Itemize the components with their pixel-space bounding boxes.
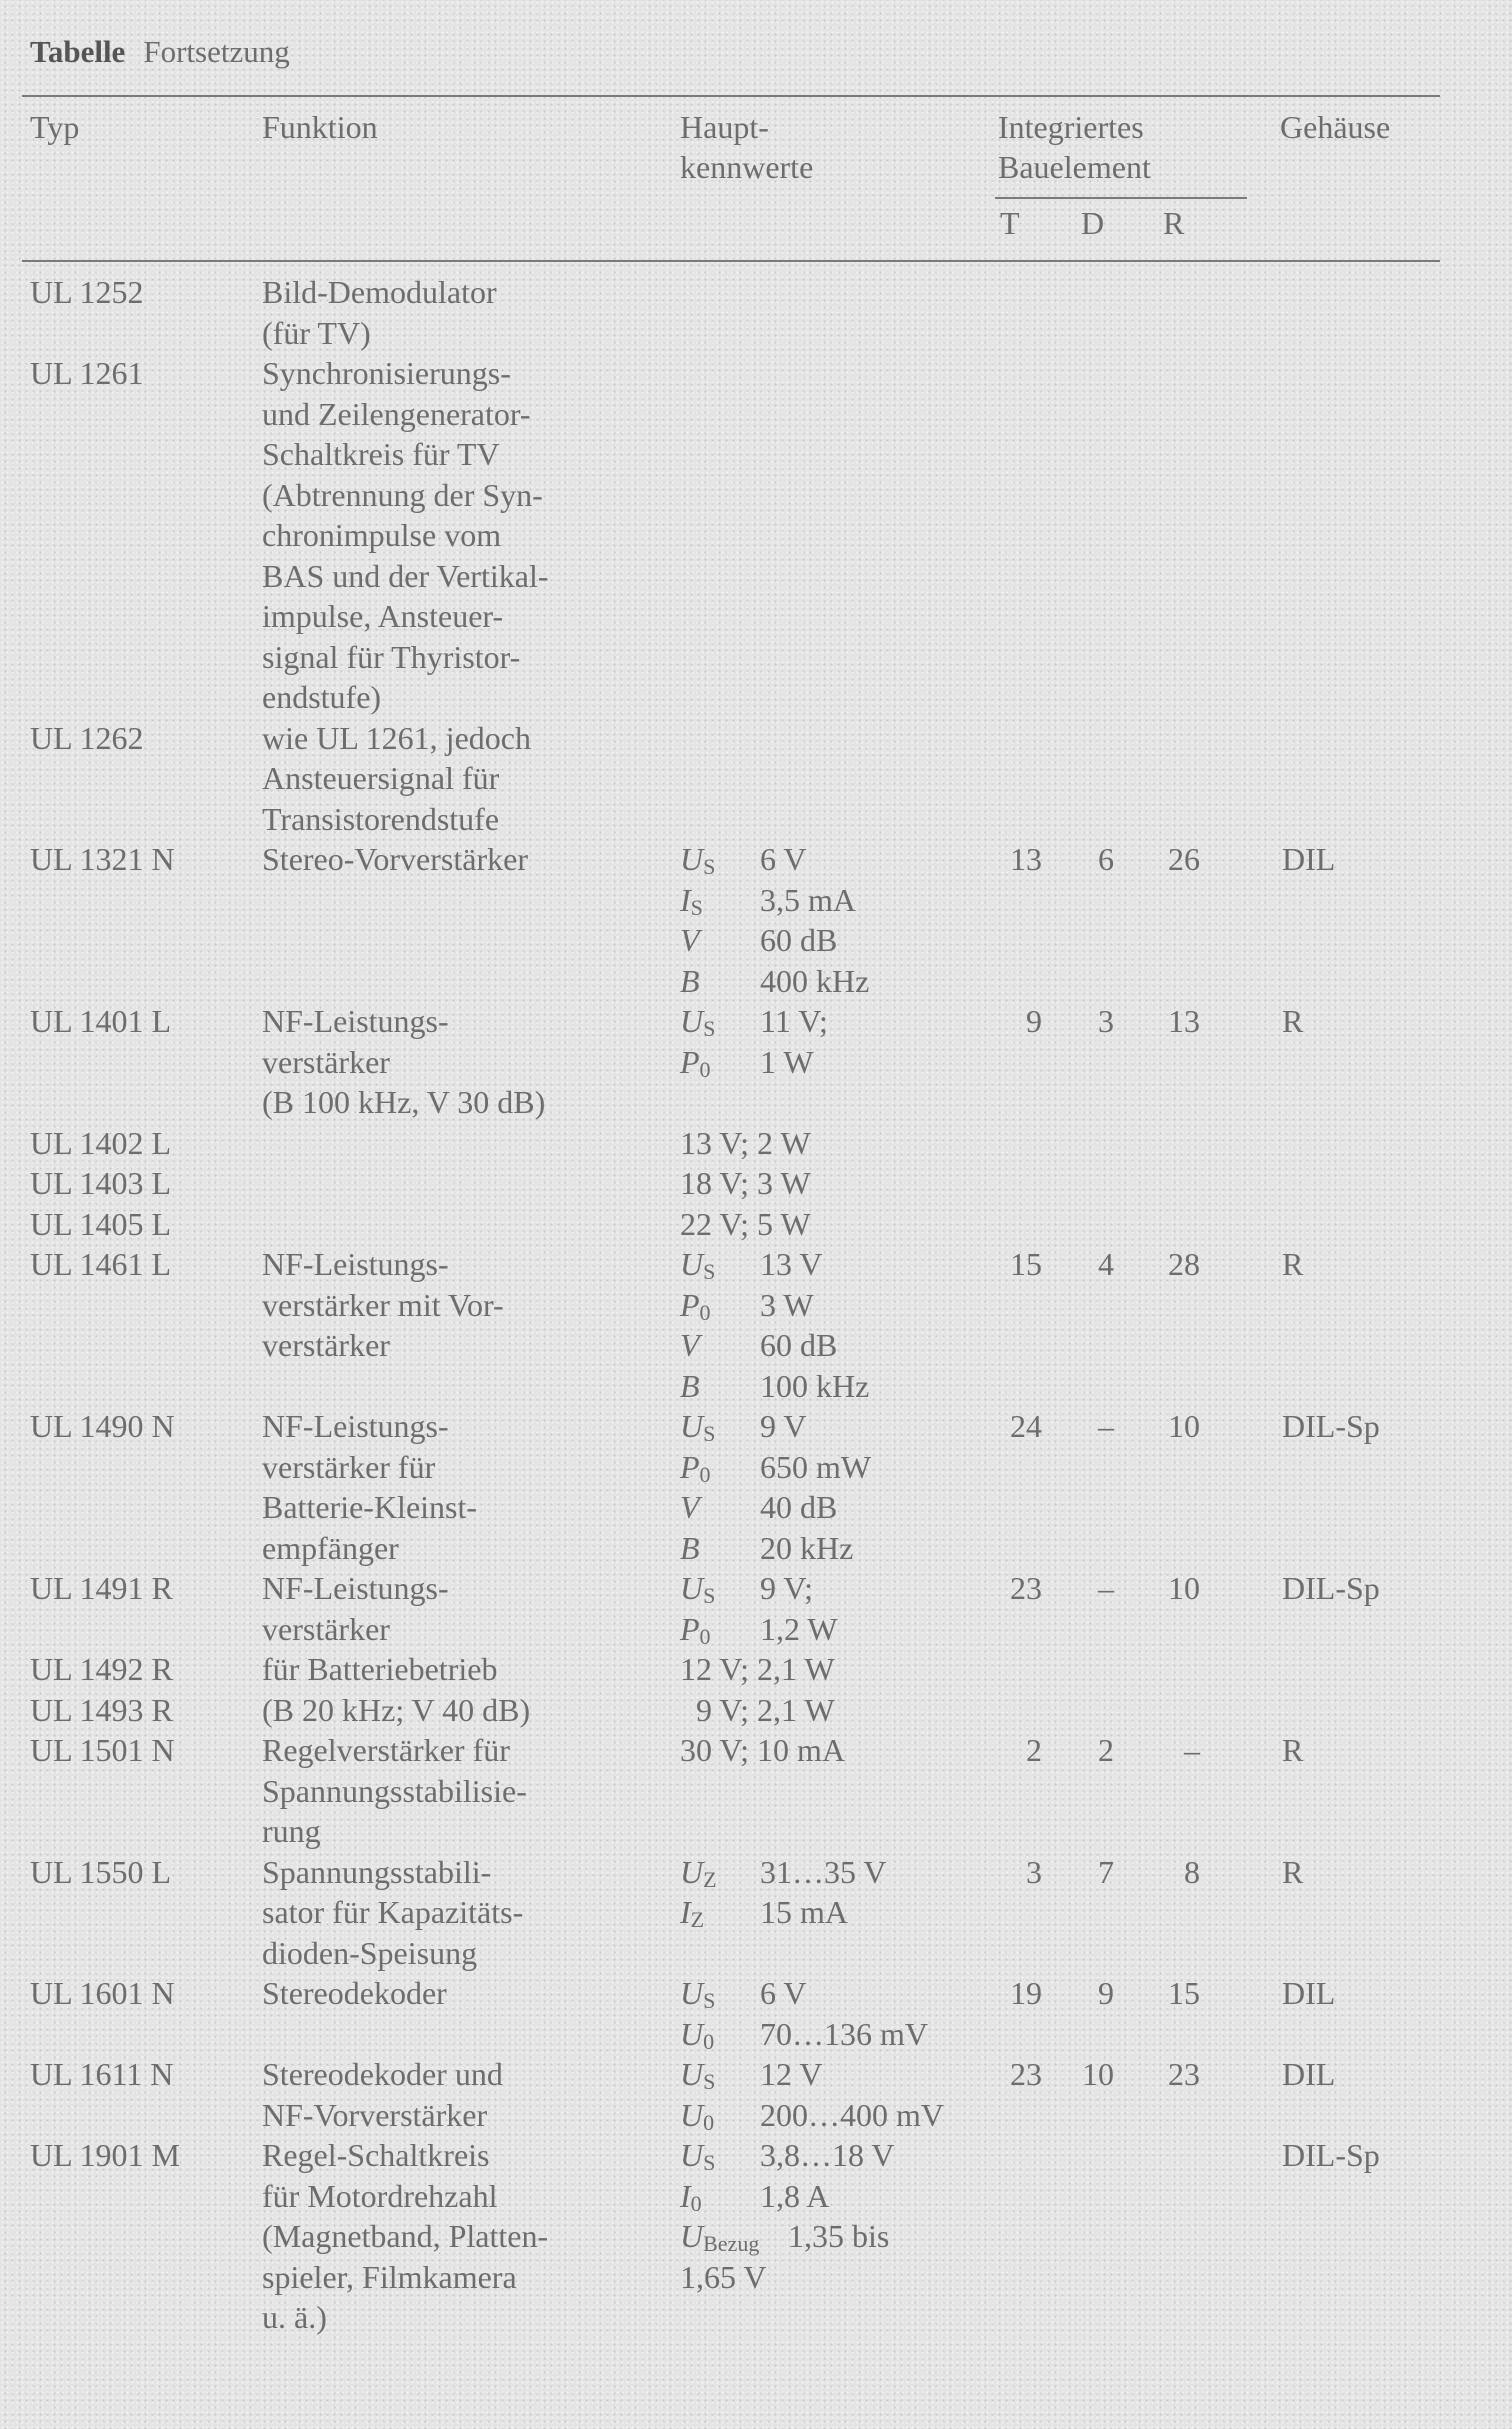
kennwert-value: 400 kHz — [760, 962, 870, 999]
row-d: 7 — [1098, 1853, 1114, 1890]
row-r: – — [1184, 1732, 1200, 1768]
header-gehaeuse: Gehäuse — [1280, 109, 1391, 145]
kennwert-symbol-base: U — [680, 2218, 704, 2254]
row-funktion-line: Ansteuersignal für — [262, 760, 500, 796]
table-caption — [30, 34, 290, 70]
row-kennwert — [680, 1892, 848, 1941]
kennwert-value: 3 W — [760, 1286, 814, 1323]
row-t: 23 — [1010, 1570, 1042, 1606]
kennwert-symbol — [680, 961, 760, 1002]
row-d: 6 — [1098, 841, 1114, 877]
row-funktion-line: Synchronisierungs- — [262, 355, 511, 391]
kennwert-value: 60 dB — [760, 922, 838, 958]
row-gehaeuse: DIL-Sp — [1282, 1408, 1380, 1444]
row-t: 13 — [1010, 841, 1042, 877]
header-integriertes-line2: Bauelement — [998, 149, 1151, 185]
row-funktion-line: für Motordrehzahl — [262, 2177, 498, 2214]
row-t: 23 — [1010, 2056, 1042, 2092]
kennwert-symbol-index: 0 — [699, 1056, 711, 1082]
kennwert-symbol-base: U — [680, 841, 704, 877]
kennwert-symbol-base: V — [680, 922, 700, 958]
row-funktion-line: endstufe) — [262, 679, 382, 715]
row-kennwert — [680, 1042, 814, 1091]
row-funktion-line: verstärker — [262, 1327, 390, 1363]
kennwert-symbol-base: B — [680, 1367, 700, 1404]
row-typ: UL 1601 N — [30, 1975, 175, 2011]
kennwert-value: 13 V — [760, 1246, 823, 1282]
kennwert-symbol — [680, 1487, 760, 1528]
kennwert-symbol — [680, 920, 760, 961]
row-kennwert — [680, 1325, 837, 1366]
kennwert-symbol-base: B — [680, 1529, 700, 1566]
row-funktion-line: spieler, Filmkamera — [262, 2258, 517, 2295]
kennwert-symbol — [680, 1892, 760, 1941]
kennwert-value: 15 mA — [760, 1894, 848, 1930]
row-typ: UL 1901 M — [30, 2137, 180, 2173]
row-r: 15 — [1168, 1975, 1200, 2011]
kennwert-value: 3,8…18 V — [760, 2137, 895, 2173]
row-typ: UL 1501 N — [30, 1732, 175, 1768]
kennwert-symbol-base: V — [680, 1327, 700, 1363]
row-gehaeuse: DIL — [1282, 2056, 1336, 2092]
kennwert-symbol-index: 0 — [690, 2190, 702, 2216]
row-funktion-line: NF-Vorverstärker — [262, 2096, 488, 2133]
kennwert-value: 20 kHz — [760, 1529, 854, 1566]
row-funktion-line: (B 20 kHz; V 40 dB) — [262, 1691, 531, 1728]
kennwert-symbol-index: S — [690, 894, 703, 920]
kennwert-symbol-index: 0 — [699, 1461, 711, 1487]
kennwert-value: 12 V; 2,1 W — [680, 1651, 835, 1687]
kennwert-symbol-base: P — [680, 1043, 700, 1080]
row-kennwert — [680, 1123, 811, 1164]
row-funktion-line: NF-Leistungs- — [262, 1003, 449, 1039]
kennwert-value: 12 V — [760, 2056, 823, 2092]
row-r: 26 — [1168, 841, 1200, 877]
row-funktion-line: NF-Leistungs- — [262, 1570, 449, 1606]
row-d: 3 — [1098, 1003, 1114, 1039]
row-funktion-line: NF-Leistungs- — [262, 1408, 449, 1444]
kennwert-value: 1,2 W — [760, 1610, 838, 1647]
row-gehaeuse: DIL — [1282, 1975, 1336, 2011]
kennwert-symbol-base: U — [680, 1570, 704, 1606]
row-kennwert — [680, 1528, 853, 1569]
row-funktion-line: Spannungsstabili- — [262, 1853, 492, 1890]
caption-text: Fortsetzung — [143, 34, 290, 69]
kennwert-symbol — [680, 1528, 760, 1569]
header-integriertes-bauelement — [998, 107, 1151, 187]
header-subrule — [995, 197, 1247, 199]
row-funktion-line: verstärker mit Vor- — [262, 1286, 504, 1323]
kennwert-value: 1,35 bis — [788, 2218, 890, 2254]
header-r: R — [1163, 205, 1185, 241]
row-funktion-line: Stereodekoder — [262, 1975, 447, 2011]
kennwert-value: 1,8 A — [760, 2177, 830, 2214]
row-gehaeuse: DIL — [1282, 841, 1336, 877]
row-typ: UL 1490 N — [30, 1408, 175, 1444]
row-funktion-line: dioden-Speisung — [262, 1934, 478, 1971]
kennwert-value: 200…400 mV — [760, 2096, 944, 2133]
row-funktion-line: Spannungsstabilisie- — [262, 1772, 527, 1809]
row-d: 9 — [1098, 1975, 1114, 2011]
row-kennwert — [680, 920, 837, 961]
row-funktion-line: Bild-Demodulator — [262, 274, 497, 310]
kennwert-symbol-index: S — [703, 2150, 716, 2175]
top-rule — [22, 95, 1440, 97]
kennwert-symbol-base: U — [680, 1975, 704, 2011]
row-funktion-line: Schaltkreis für TV — [262, 436, 500, 472]
kennwert-symbol-index: S — [703, 1988, 716, 2013]
kennwert-symbol-index: 0 — [703, 2109, 715, 2135]
row-funktion-line: Stereo-Vorverstärker — [262, 841, 528, 877]
row-t: 15 — [1010, 1246, 1042, 1282]
header-hauptkennwerte-line2: kennwerte — [680, 149, 814, 185]
row-kennwert — [680, 1366, 869, 1407]
row-t: 3 — [1026, 1853, 1042, 1890]
header-funktion: Funktion — [262, 109, 378, 145]
row-typ: UL 1405 L — [30, 1205, 172, 1242]
row-r: 23 — [1168, 2056, 1200, 2092]
kennwert-symbol-base: U — [680, 1246, 704, 1282]
row-funktion-line: Batterie-Kleinst- — [262, 1489, 478, 1525]
row-funktion-line: Regel-Schaltkreis — [262, 2137, 490, 2173]
row-gehaeuse: R — [1282, 1732, 1304, 1768]
kennwert-value: 1 W — [760, 1043, 814, 1080]
row-typ: UL 1493 R — [30, 1691, 173, 1728]
row-gehaeuse: DIL-Sp — [1282, 2137, 1380, 2173]
row-r: 13 — [1168, 1003, 1200, 1039]
row-r: 10 — [1168, 1570, 1200, 1606]
kennwert-symbol-index: S — [703, 1259, 716, 1284]
row-gehaeuse: R — [1282, 1246, 1304, 1282]
kennwert-value: 31…35 V — [760, 1853, 887, 1890]
kennwert-value: 30 V; 10 mA — [680, 1732, 846, 1768]
row-funktion-line: für Batteriebetrieb — [262, 1651, 498, 1687]
row-funktion-line: u. ä.) — [262, 2299, 327, 2335]
kennwert-symbol-base: I — [680, 1894, 691, 1930]
row-funktion-line: (Magnetband, Platten- — [262, 2218, 549, 2254]
kennwert-value: 6 V — [760, 1975, 807, 2011]
kennwert-symbol — [680, 1325, 760, 1366]
row-typ: UL 1402 L — [30, 1124, 172, 1161]
row-typ: UL 1261 — [30, 355, 144, 391]
row-typ: UL 1550 L — [30, 1853, 172, 1890]
row-funktion-line: NF-Leistungs- — [262, 1246, 449, 1282]
kennwert-symbol — [680, 1366, 760, 1407]
kennwert-symbol-index: S — [703, 2069, 716, 2094]
row-funktion-line: BAS und der Vertikal- — [262, 557, 549, 594]
row-typ: UL 1491 R — [30, 1570, 173, 1606]
header-hauptkennwerte — [680, 107, 813, 187]
kennwert-symbol-index: Z — [703, 1866, 717, 1892]
kennwert-symbol-base: P — [680, 1610, 700, 1647]
kennwert-value: 100 kHz — [760, 1367, 870, 1404]
row-t: 2 — [1026, 1732, 1042, 1768]
header-t: T — [1000, 205, 1020, 241]
row-kennwert — [680, 1649, 835, 1690]
row-t: 24 — [1010, 1408, 1042, 1444]
kennwert-symbol — [680, 1042, 760, 1091]
kennwert-value: 3,5 mA — [760, 881, 856, 918]
kennwert-symbol-base: U — [680, 2015, 704, 2052]
row-funktion-line: (B 100 kHz, V 30 dB) — [262, 1084, 546, 1120]
kennwert-value: 6 V — [760, 841, 807, 877]
row-funktion-line: empfänger — [262, 1529, 399, 1566]
kennwert-symbol-index: 0 — [699, 1299, 711, 1325]
row-r: 10 — [1168, 1408, 1200, 1444]
kennwert-symbol-base: P — [680, 1448, 700, 1485]
kennwert-value: 11 V; — [760, 1003, 828, 1039]
kennwert-symbol-index: S — [703, 1421, 716, 1446]
row-kennwert — [680, 1690, 835, 1731]
kennwert-symbol-base: U — [680, 2096, 704, 2133]
kennwert-value: 9 V; — [760, 1570, 814, 1606]
row-gehaeuse: R — [1282, 1003, 1304, 1039]
row-funktion-line: (Abtrennung der Syn- — [262, 476, 543, 513]
row-funktion-line: verstärker — [262, 1043, 390, 1080]
row-typ: UL 1262 — [30, 719, 144, 756]
kennwert-value: 70…136 mV — [760, 2015, 928, 2052]
kennwert-symbol-base: B — [680, 962, 700, 999]
row-d: – — [1098, 1408, 1114, 1444]
row-funktion-line: sator für Kapazitäts- — [262, 1894, 524, 1930]
row-kennwert — [680, 1730, 845, 1771]
kennwert-symbol-index: S — [703, 1583, 716, 1608]
kennwert-value: 9 V — [760, 1408, 807, 1444]
row-typ: UL 1252 — [30, 274, 144, 310]
kennwert-symbol-base: U — [680, 1408, 704, 1444]
kennwert-value: 22 V; 5 W — [680, 1205, 811, 1242]
row-gehaeuse: DIL-Sp — [1282, 1570, 1380, 1606]
header-bottom-rule — [22, 260, 1440, 262]
row-kennwert — [680, 961, 869, 1002]
caption-label: Tabelle — [30, 34, 126, 69]
kennwert-symbol-base: U — [680, 1003, 704, 1039]
row-kennwert — [680, 1487, 837, 1528]
row-r: 28 — [1168, 1246, 1200, 1282]
row-t: 19 — [1010, 1975, 1042, 2011]
kennwert-symbol-base: U — [680, 2137, 704, 2173]
row-funktion-line: und Zeilengenerator- — [262, 395, 531, 432]
row-typ: UL 1461 L — [30, 1246, 172, 1282]
kennwert-symbol-index: 0 — [699, 1623, 711, 1649]
row-funktion-line: impulse, Ansteuer- — [262, 598, 504, 634]
row-kennwert — [680, 1163, 811, 1204]
kennwert-symbol-base: V — [680, 1489, 700, 1525]
row-gehaeuse: R — [1282, 1853, 1304, 1890]
row-typ: UL 1611 N — [30, 2056, 174, 2092]
kennwert-value: 1,65 V — [680, 2258, 767, 2295]
header-typ: Typ — [30, 109, 80, 145]
kennwert-symbol-base: P — [680, 1286, 700, 1323]
row-funktion-line: Stereodekoder und — [262, 2056, 503, 2092]
header-hauptkennwerte-line1: Haupt- — [680, 109, 769, 145]
row-funktion-line: verstärker — [262, 1610, 390, 1647]
row-d: 2 — [1098, 1732, 1114, 1768]
row-typ: UL 1403 L — [30, 1165, 172, 1201]
row-d: 4 — [1098, 1246, 1114, 1282]
row-d: – — [1098, 1570, 1114, 1606]
row-funktion-line: verstärker für — [262, 1448, 436, 1485]
kennwert-symbol-base: U — [680, 2056, 704, 2092]
kennwert-value: 650 mW — [760, 1448, 872, 1485]
kennwert-symbol-base: U — [680, 1853, 704, 1890]
row-kennwert — [680, 2257, 767, 2298]
row-r: 8 — [1184, 1853, 1200, 1890]
kennwert-symbol-index: Z — [690, 1907, 705, 1932]
row-t: 9 — [1026, 1003, 1042, 1039]
kennwert-value: 60 dB — [760, 1327, 838, 1363]
row-kennwert — [680, 1204, 811, 1245]
row-funktion-line: wie UL 1261, jedoch — [262, 719, 531, 756]
row-typ: UL 1321 N — [30, 841, 175, 877]
kennwert-value: 18 V; 3 W — [680, 1165, 811, 1201]
kennwert-symbol-index: S — [703, 854, 716, 879]
header-integriertes-line1: Integriertes — [998, 109, 1144, 145]
row-funktion-line: Regelverstärker für — [262, 1732, 510, 1768]
kennwert-symbol-index: Bezug — [703, 2231, 760, 2256]
row-typ: UL 1492 R — [30, 1651, 173, 1687]
kennwert-symbol-index: S — [703, 1016, 716, 1041]
row-funktion-line: chronimpulse vom — [262, 517, 502, 553]
kennwert-value: 9 V; 2,1 W — [680, 1691, 835, 1728]
row-funktion-line: signal für Thyristor- — [262, 638, 521, 675]
row-funktion-line: (für TV) — [262, 314, 371, 351]
row-funktion-line: rung — [262, 1813, 321, 1849]
header-d: D — [1081, 205, 1105, 241]
kennwert-value: 40 dB — [760, 1489, 838, 1525]
row-typ: UL 1401 L — [30, 1003, 172, 1039]
kennwert-value: 13 V; 2 W — [680, 1124, 811, 1161]
row-funktion-line: Transistorendstufe — [262, 800, 500, 837]
kennwert-symbol-base: I — [680, 881, 691, 918]
kennwert-symbol-base: I — [680, 2177, 691, 2214]
row-d: 10 — [1082, 2056, 1114, 2092]
kennwert-symbol-index: 0 — [703, 2028, 715, 2054]
